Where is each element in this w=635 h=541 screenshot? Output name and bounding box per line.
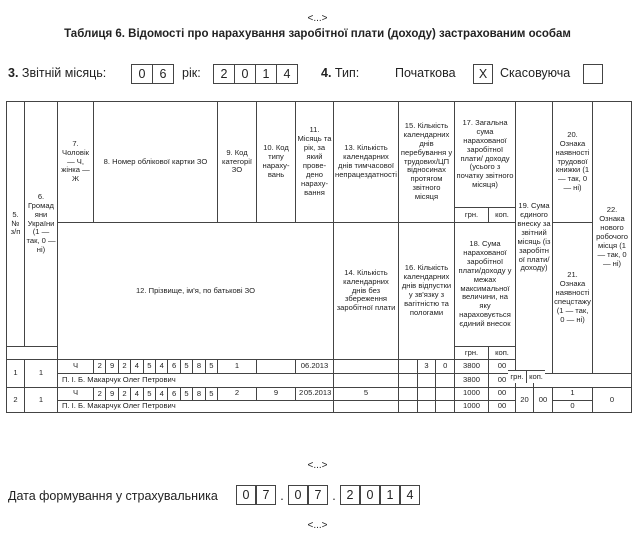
accrual-table	[6, 101, 632, 413]
type-cancel-label: Скасовуюча	[500, 66, 571, 80]
max-kop: 00	[489, 400, 516, 413]
header-19-kop: коп.	[529, 372, 543, 381]
ellipsis-top: <...>	[307, 13, 328, 24]
category-code: 2	[218, 387, 257, 400]
year-digit: 0	[234, 64, 256, 84]
header-13: 13. Кількість календарних днів тимчасової непрацездатності	[334, 102, 399, 223]
type-initial-checkbox[interactable]: X	[473, 64, 493, 84]
month-label: 3. Звітній місяць:	[8, 66, 107, 80]
tax-kop: 00	[534, 387, 553, 413]
header-14: 14. Кількість календарних днів без збереження заробітної плати	[334, 223, 399, 360]
unpaid-days	[334, 400, 399, 413]
header-17: 17. Загальна сума нарахованої заробітної плати/ доходу (усього з початку звітного місяця)	[455, 102, 516, 208]
row-number: 1	[7, 360, 25, 388]
month-digit: 6	[152, 64, 174, 84]
card-number: 2 9 2 4 5 4 6 5 8 5	[94, 387, 218, 400]
header-19-units	[508, 370, 545, 383]
type-initial-label: Початкова	[395, 66, 456, 80]
type-label: 4. Тип:	[321, 66, 360, 80]
accrual-month: 2 05.2013	[296, 387, 334, 400]
header-17-grn: грн.	[455, 208, 489, 223]
date-digit: 0	[360, 485, 380, 505]
sick-days	[334, 360, 399, 374]
row-number: 2	[7, 387, 25, 413]
header-7: 7. Чоловік — Ч, жінка — Ж	[58, 102, 94, 223]
date-separator: .	[332, 489, 336, 503]
maternity-days	[399, 374, 455, 388]
header-22: 22. Ознака нового робочого місця (1 — так, 0 — ні)	[593, 102, 632, 374]
header-18: 18. Сума нарахованої заробітної плати/доходу у межах максимальної величини, на яку нараховується єдиний внесок	[455, 223, 516, 347]
total-kop: 00	[489, 360, 516, 374]
header-18-kop: коп.	[489, 347, 516, 360]
full-name: П. І. Б. Макарчук Олег Петрович	[58, 374, 334, 388]
unpaid-days	[334, 374, 399, 388]
date-digit: 1	[380, 485, 400, 505]
header-12: 12. Прізвище, ім'я, по батькові ЗО	[58, 223, 334, 360]
maternity-days	[399, 400, 455, 413]
type-cancel-checkbox[interactable]	[583, 64, 603, 84]
year-label: рік:	[182, 66, 201, 80]
date-field[interactable]	[236, 485, 420, 507]
max-grn: 3800	[455, 374, 489, 388]
citizen-flag: 1	[25, 360, 58, 388]
total-kop: 00	[489, 387, 516, 400]
header-10: 10. Код типу нараху-вань	[257, 102, 296, 223]
header-8: 8. Номер облікової картки ЗО	[94, 102, 218, 223]
citizen-flag: 1	[25, 387, 58, 413]
total-grn: 3800	[455, 360, 489, 374]
header-19: 19. Сума єдиного внеску за звітний місяць (із заробітної плати/ доходу)	[516, 102, 553, 374]
gender: Ч	[58, 387, 94, 400]
year-digit: 2	[213, 64, 235, 84]
header-9: 9. Код категорії ЗО	[218, 102, 257, 223]
category-code: 1	[218, 360, 257, 374]
header-18-grn: грн.	[455, 347, 489, 360]
date-digit: 0	[236, 485, 256, 505]
new-job-flag: 0	[593, 387, 632, 413]
ellipsis-middle: <...>	[307, 460, 328, 471]
year-digit: 4	[276, 64, 298, 84]
header-19-grn: грн.	[508, 371, 527, 383]
month-digit: 0	[131, 64, 153, 84]
date-digit: 4	[400, 485, 420, 505]
header-17-kop: коп.	[489, 208, 516, 223]
header-16: 16. Кількість календарних днів відпустки у зв'язку з вагітністю та пологами	[399, 223, 455, 360]
special-exp-flag: 0	[553, 400, 593, 413]
sick-days: 5	[334, 387, 399, 400]
work-days	[399, 387, 455, 400]
header-spacer	[7, 347, 58, 360]
month-field[interactable]	[131, 64, 173, 84]
date-digit: 0	[288, 485, 308, 505]
date-digit: 7	[308, 485, 328, 505]
ellipsis-bottom: <...>	[307, 520, 328, 531]
header-11: 11. Місяць та рік, за який прове-дено нараху-вання	[296, 102, 334, 223]
header-5: 5. № з/п	[7, 102, 25, 347]
tax-grn: 20	[516, 387, 534, 413]
max-kop: 00	[489, 374, 516, 388]
table-row	[7, 387, 632, 400]
max-grn: 1000	[455, 400, 489, 413]
date-digit: 7	[256, 485, 276, 505]
header-6: 6. Громадяни України (1 — так, 0 — ні)	[25, 102, 58, 347]
full-name: П. І. Б. Макарчук Олег Петрович	[58, 400, 334, 413]
date-digit: 2	[340, 485, 360, 505]
accrual-month: 06.2013	[296, 360, 334, 374]
accrual-type	[257, 360, 296, 374]
year-digit: 1	[255, 64, 277, 84]
total-grn: 1000	[455, 387, 489, 400]
workbook-flag: 1	[553, 387, 593, 400]
header-20: 20. Ознака наявності трудової книжки (1 — так, 0 — ні)	[553, 102, 593, 223]
work-days: 3 0	[399, 360, 455, 374]
card-number: 2 9 2 4 5 4 6 5 8 5	[94, 360, 218, 374]
date-label: Дата формування у страхувальника	[8, 489, 218, 503]
year-field[interactable]	[213, 64, 297, 84]
header-15: 15. Кількість календарних днів перебування у трудових/ЦП відносинах протягом звітного місяця	[399, 102, 455, 223]
date-separator: .	[280, 489, 284, 503]
page-title: Таблиця 6. Відомості про нарахування заробітної плати (доходу) застрахованим особам	[64, 28, 571, 40]
accrual-type: 9	[257, 387, 296, 400]
header-21: 21. Ознака наявності спецстажу (1 — так, 0 — ні)	[553, 223, 593, 374]
gender: Ч	[58, 360, 94, 374]
